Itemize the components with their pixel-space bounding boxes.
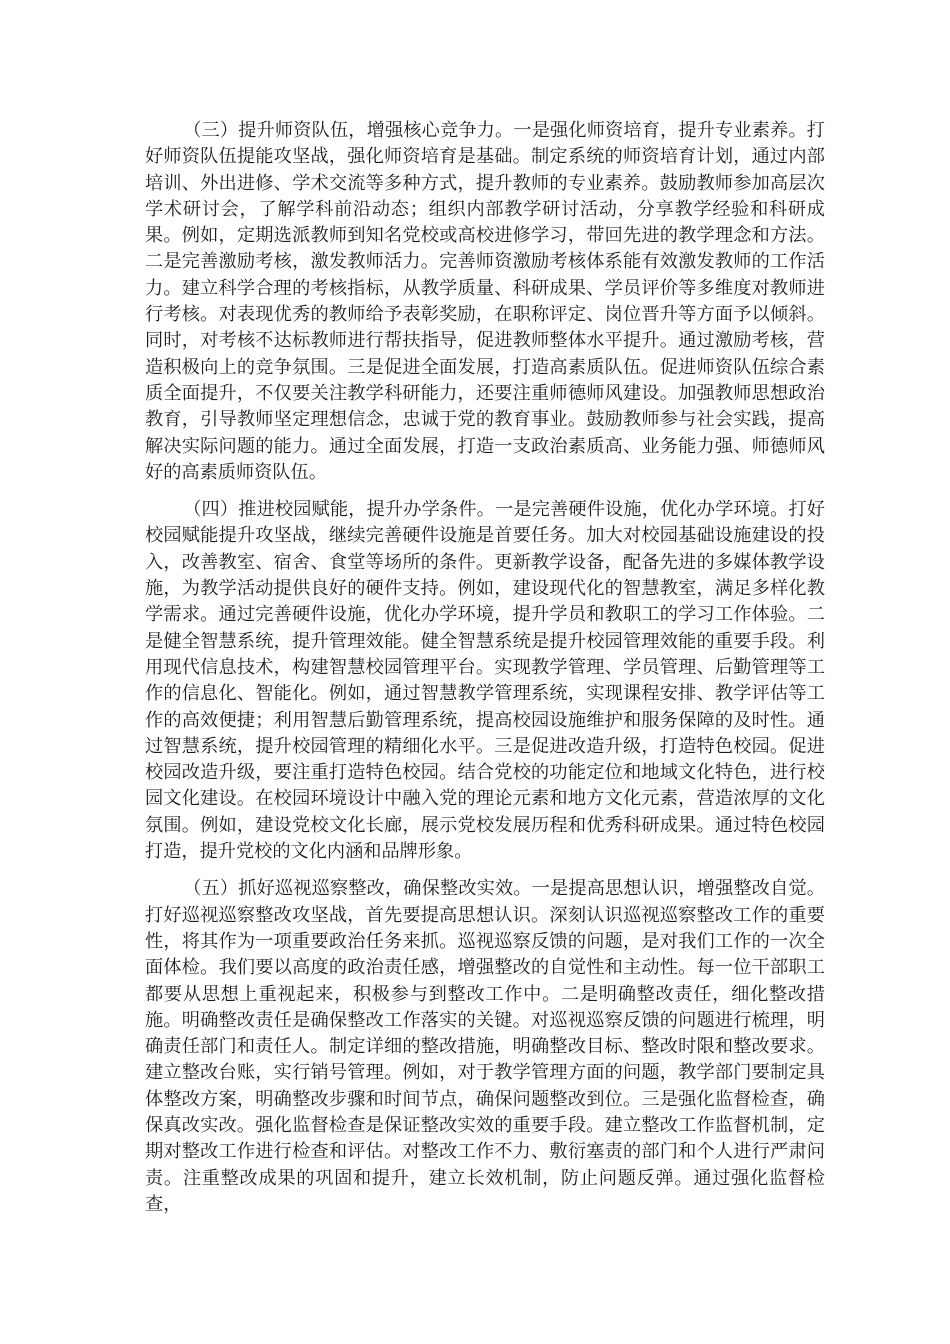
paragraph-section-5: （五）抓好巡视巡察整改，确保整改实效。一是提高思想认识，增强整改自觉。打好巡视巡察整改攻坚战，首先要提高思想认识。深刻认识巡视巡察整改工作的重要性，将其作为一项重要政治任务来抓。巡视巡察反馈的问题，是对我们工作的一次全面体检。我们要以高度的政治责任感，增强整改的自觉性和主动性。每一位干部职工都要从思想上重视起来，积极参与到整改工作中。二是明确整改责任，细化整改措施。明确整改责任是确保整改工作落实的关键。对巡视巡察反馈的问题进行梳理，明确责任部门和责任人。制定详细的整改措施，明确整改目标、整改时限和整改要求。建立整改台账，实行销号管理。例如，对于教学管理方面的问题，教学部门要制定具体整改方案，明确整改步骤和时间节点，确保问题整改到位。三是强化监督检查，确保真改实改。强化监督检查是保证整改实效的重要手段。建立整改工作监督机制，定期对整改工作进行检查和评估。对整改工作不力、敷衍塞责的部门和个人进行严肃问责。注重整改成果的巩固和提升，建立长效机制，防止问题反弹。通过强化监督检查， [145,878,825,1215]
paragraph-section-4: （四）推进校园赋能，提升办学条件。一是完善硬件设施，优化办学环境。打好校园赋能提升攻坚战，继续完善硬件设施是首要任务。加大对校园基础设施建设的投入，改善教室、宿舍、食堂等场所的条件。更新教学设备，配备先进的多媒体教学设施，为教学活动提供良好的硬件支持。例如，建设现代化的智慧教室，满足多样化教学需求。通过完善硬件设施，优化办学环境，提升学员和教职工的学习工作体验。二是健全智慧系统，提升管理效能。健全智慧系统是提升校园管理效能的重要手段。利用现代信息技术，构建智慧校园管理平台。实现教学管理、学员管理、后勤管理等工作的信息化、智能化。例如，通过智慧教学管理系统，实现课程安排、教学评估等工作的高效便捷；利用智慧后勤管理系统，提高校园设施维护和服务保障的及时性。通过智慧系统，提升校园管理的精细化水平。三是促进改造升级，打造特色校园。促进校园改造升级，要注重打造特色校园。结合党校的功能定位和地域文化特色，进行校园文化建设。在校园环境设计中融入党的理论元素和地方文化元素，营造浓厚的文化氛围。例如，建设党校文化长廊，展示党校发展历程和优秀科研成果。通过特色校园打造，提升党校的文化内涵和品牌形象。 [145,499,825,863]
document-page [145,118,825,1229]
paragraph-section-3: （三）提升师资队伍，增强核心竞争力。一是强化师资培育，提升专业素养。打好师资队伍提能攻坚战，强化师资培育是基础。制定系统的师资培育计划，通过内部培训、外出进修、学术交流等多种方式，提升教师的专业素养。鼓励教师参加高层次学术研讨会，了解学科前沿动态；组织内部教学研讨活动，分享教学经验和科研成果。例如，定期选派教师到知名党校或高校进修学习，带回先进的教学理念和方法。二是完善激励考核，激发教师活力。完善师资激励考核体系能有效激发教师的工作活力。建立科学合理的考核指标，从教学质量、科研成果、学员评价等多维度对教师进行考核。对表现优秀的教师给予表彰奖励，在职称评定、岗位晋升等方面予以倾斜。同时，对考核不达标教师进行帮扶指导，促进教师整体水平提升。通过激励考核，营造积极向上的竞争氛围。三是促进全面发展，打造高素质队伍。促进师资队伍综合素质全面提升，不仅要关注教学科研能力，还要注重师德师风建设。加强教师思想政治教育，引导教师坚定理想信念，忠诚于党的教育事业。鼓励教师参与社会实践，提高解决实际问题的能力。通过全面发展，打造一支政治素质高、业务能力强、师德师风好的高素质师资队伍。 [145,120,825,483]
